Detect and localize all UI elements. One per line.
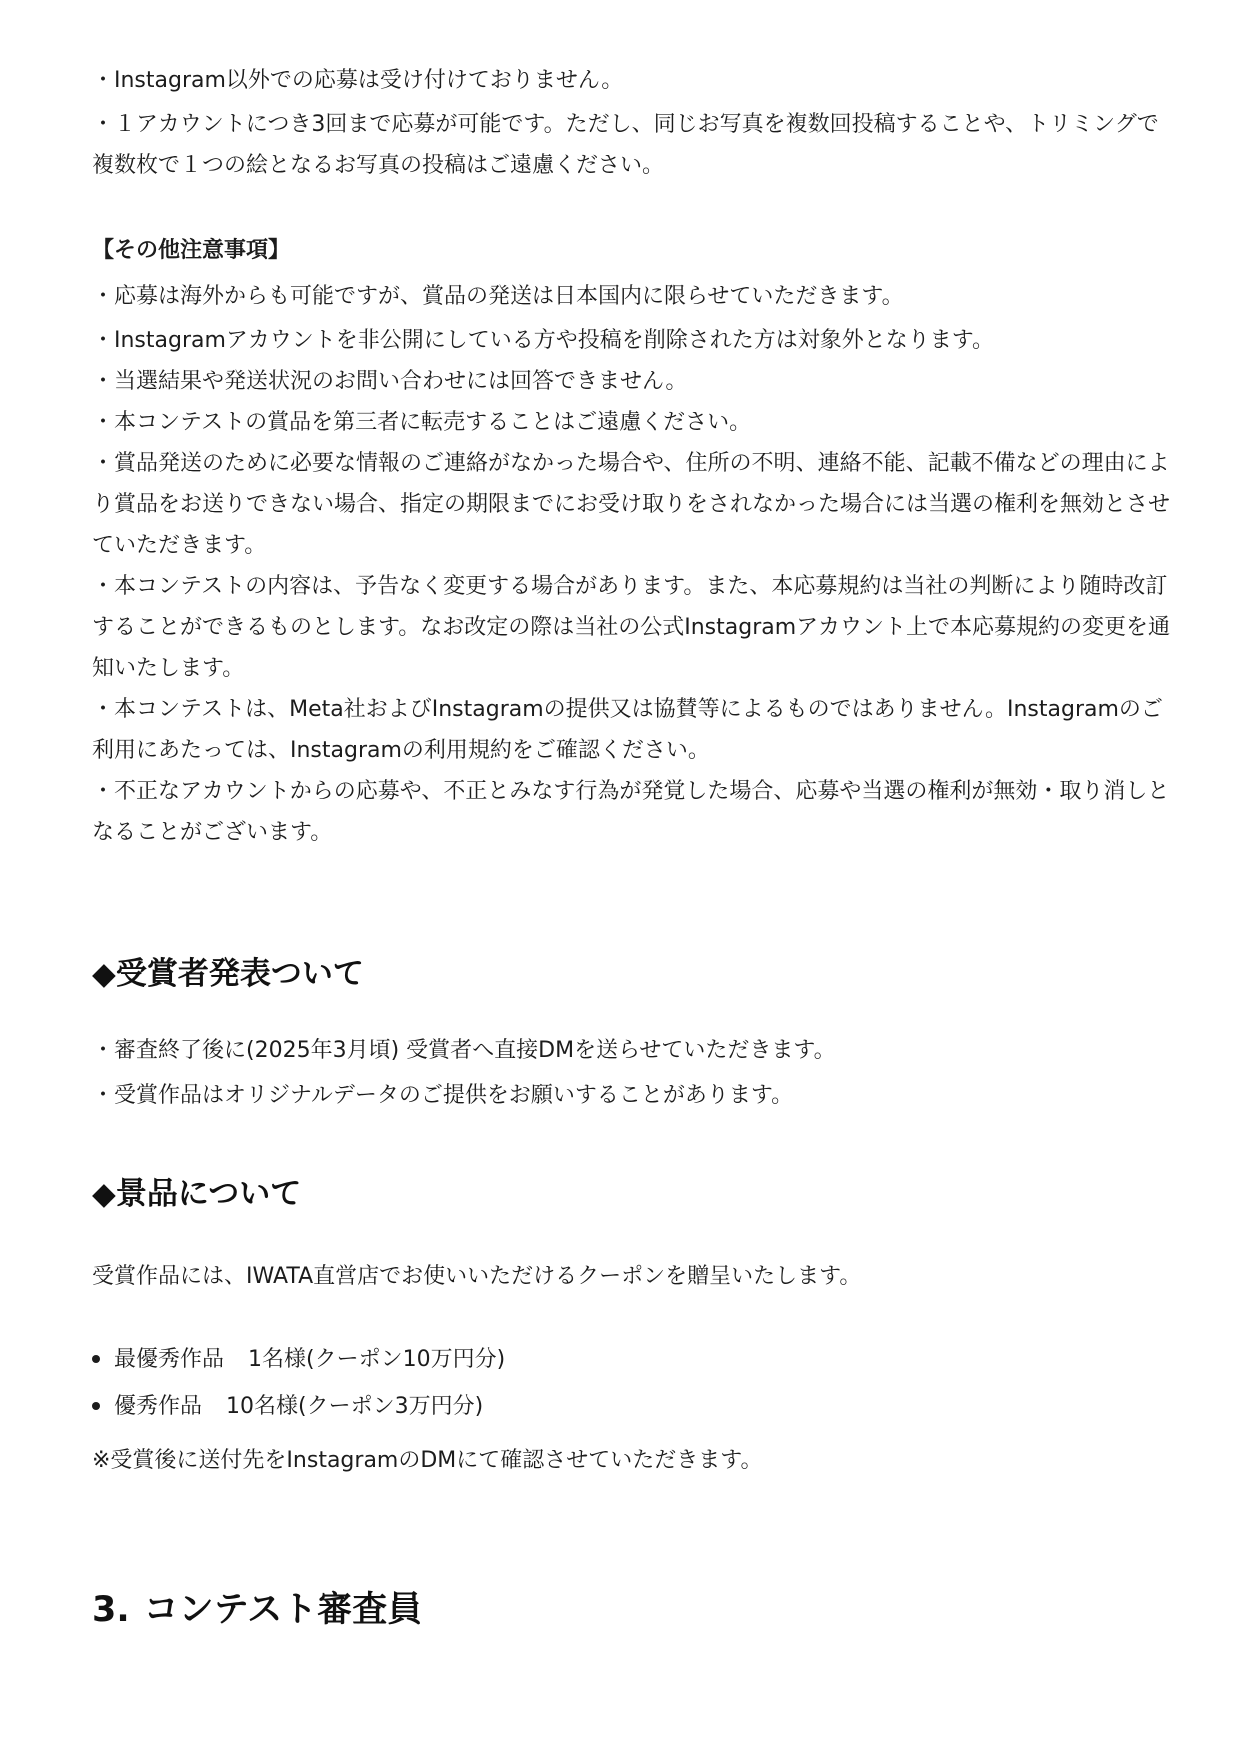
winners-dm: ・審査終了後に(2025年3月頃) 受賞者へ直接DMを送らせていただきます。 bbox=[92, 1038, 836, 1063]
note-private-account: ・Instagramアカウントを非公開にしている方や投稿を削除された方は対象外となります。 bbox=[92, 328, 994, 353]
other-notes-heading: 【その他注意事項】 bbox=[92, 238, 291, 263]
section-3-heading bbox=[92, 1586, 422, 1634]
prizes-heading: ◆景品について bbox=[92, 1176, 302, 1212]
rule-entry-limit: ・１アカウントにつき3回まで応募が可能です。ただし、同じお写真を複数回投稿することや、トリミングで複数枚で１つの絵となるお写真の投稿はご遠慮ください。 bbox=[92, 112, 1159, 178]
prize-detail: 1名様(クーポン10万円分) bbox=[248, 1347, 506, 1372]
note-no-resale: ・本コンテストの賞品を第三者に転売することはご遠慮ください。 bbox=[92, 410, 752, 435]
prize-list bbox=[92, 1336, 505, 1430]
prizes-note: ※受賞後に送付先をInstagramのDMにて確認させていただきます。 bbox=[92, 1448, 763, 1473]
prize-detail: 10名様(クーポン3万円分) bbox=[226, 1394, 484, 1419]
note-meta-disclaimer: ・本コンテストは、Meta社およびInstagramの提供又は協賛等によるものではありません。Instagramのご利用にあたっては、Instagramの利用規約をご確認ください。 bbox=[92, 697, 1163, 763]
section-number: 3. bbox=[92, 1590, 130, 1630]
note-no-inquiries: ・当選結果や発送状況のお問い合わせには回答できません。 bbox=[92, 369, 688, 394]
prize-award: 最優秀作品 bbox=[114, 1347, 225, 1372]
list-item bbox=[92, 1336, 505, 1383]
prizes-intro: 受賞作品には、IWATA直営店でお使いいただけるクーポンを贈呈いたします。 bbox=[92, 1264, 862, 1289]
winners-heading: ◆受賞者発表ついて bbox=[92, 956, 364, 992]
rule-instagram-only: ・Instagram以外での応募は受け付けておりません。 bbox=[92, 68, 624, 93]
note-overseas: ・応募は海外からも可能ですが、賞品の発送は日本国内に限らせていただきます。 bbox=[92, 284, 904, 309]
winners-original-data: ・受賞作品はオリジナルデータのご提供をお願いすることがあります。 bbox=[92, 1083, 794, 1108]
note-invalidation: ・賞品発送のために必要な情報のご連絡がなかった場合や、住所の不明、連絡不能、記載不備などの理由により賞品をお送りできない場合、指定の期限までにお受け取りをされなかった場合には当選の権利を無効とさせていただきます。 bbox=[92, 451, 1171, 558]
bullet-icon bbox=[92, 1402, 100, 1410]
prize-award: 優秀作品 bbox=[114, 1394, 203, 1419]
list-item bbox=[92, 1383, 505, 1430]
note-changes: ・本コンテストの内容は、予告なく変更する場合があります。また、本応募規約は当社の判断により随時改訂することができるものとします。なお改定の際は当社の公式Instagramアカウント上で本応募規約の変更を通知いたします。 bbox=[92, 574, 1170, 681]
section-title: コンテスト審査員 bbox=[143, 1590, 423, 1630]
note-fraud: ・不正なアカウントからの応募や、不正とみなす行為が発覚した場合、応募や当選の権利が無効・取り消しとなることがございます。 bbox=[92, 779, 1170, 845]
bullet-icon bbox=[92, 1355, 100, 1363]
